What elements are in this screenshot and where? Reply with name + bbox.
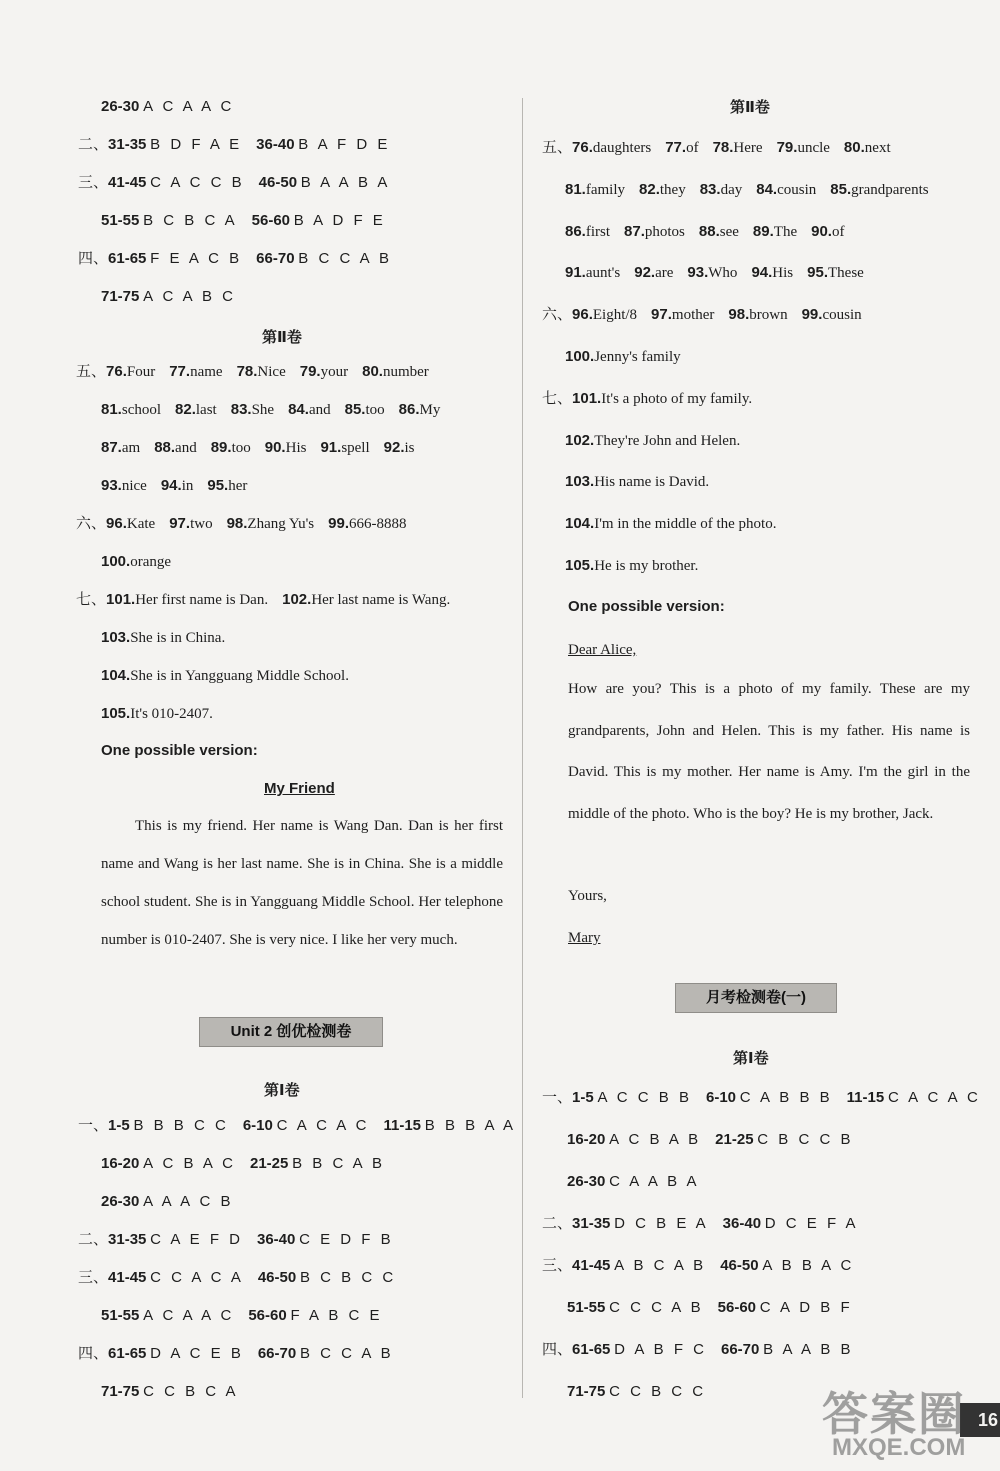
answer-letters: D A B F C bbox=[614, 1341, 707, 1358]
section-number: 四、 bbox=[78, 251, 109, 267]
monthly-test-banner: 月考检测卷(一) bbox=[675, 983, 837, 1013]
answer-word: too bbox=[231, 440, 251, 456]
answer-letters: B C B C A bbox=[143, 212, 238, 229]
item-number: 82. bbox=[175, 401, 196, 418]
answer-word: 666-8888 bbox=[349, 516, 407, 532]
item-number: 71-75 bbox=[101, 1383, 140, 1400]
answer-word: your bbox=[320, 364, 349, 380]
answer-letters: C C B C A bbox=[143, 1383, 239, 1400]
answer-word: are bbox=[655, 265, 674, 282]
essay-text: This is my friend. Her name is Wang Dan. Dan is her first name and Wang is her last name. She is in China. She is a middle school student. She is in Yangguang Middle School. Her telephone number is 010-2407. She is very nice. I like her very much. bbox=[101, 818, 503, 948]
item-number: 94. bbox=[751, 264, 773, 282]
item-number: 79. bbox=[299, 363, 321, 380]
item-number: 66-70 bbox=[257, 1345, 297, 1362]
answer-letters: C A E F D bbox=[150, 1231, 243, 1248]
answer-letters: C C A C A bbox=[150, 1269, 244, 1286]
answer-word: It's 010-2407. bbox=[130, 706, 213, 722]
answer-line bbox=[78, 1230, 394, 1250]
fill-line bbox=[101, 552, 171, 572]
item-number: 93. bbox=[687, 264, 709, 282]
answer-word: day bbox=[720, 181, 743, 198]
item-number: 104. bbox=[565, 515, 595, 533]
answer-letters: A C A A C bbox=[143, 1307, 235, 1324]
answer-word: She bbox=[251, 402, 275, 418]
item-number: 100. bbox=[101, 553, 131, 570]
answer-letters: C A C A C bbox=[887, 1089, 981, 1106]
section-number: 二、 bbox=[78, 1232, 109, 1248]
item-number: 61-65 bbox=[108, 250, 147, 267]
answer-word: family bbox=[585, 181, 626, 198]
column-divider bbox=[522, 98, 523, 1398]
answer-word: spell bbox=[341, 440, 370, 456]
item-number: 46-50 bbox=[258, 174, 298, 191]
answer-word: Her first name is Dan. bbox=[135, 592, 269, 608]
answer-word: name bbox=[190, 364, 223, 380]
item-number: 82. bbox=[639, 180, 660, 198]
item-number: 41-45 bbox=[572, 1257, 611, 1274]
item-number: 1-5 bbox=[572, 1089, 594, 1106]
answer-word: brown bbox=[749, 307, 788, 324]
item-number: 85. bbox=[830, 180, 852, 198]
answer-word: her bbox=[228, 478, 248, 494]
answer-word: they bbox=[659, 181, 686, 198]
item-number: 51-55 bbox=[567, 1299, 606, 1316]
answer-line bbox=[542, 1256, 854, 1276]
item-number: 16-20 bbox=[567, 1131, 606, 1148]
item-number: 102. bbox=[282, 591, 312, 608]
answer-word: Her last name is Wang. bbox=[311, 592, 451, 608]
fill-line bbox=[565, 222, 844, 242]
item-number: 86. bbox=[398, 401, 420, 418]
fill-line bbox=[101, 400, 440, 420]
answer-word: and bbox=[308, 402, 331, 418]
answer-letters: F E A C B bbox=[150, 250, 243, 267]
watermark-logo bbox=[810, 1378, 990, 1466]
item-number: 80. bbox=[843, 139, 865, 156]
fill-line bbox=[542, 389, 752, 409]
answer-word: Nice bbox=[257, 364, 286, 380]
answer-letters: B B B A A bbox=[424, 1117, 516, 1134]
section-number: 五、 bbox=[542, 140, 573, 156]
answer-line bbox=[567, 1130, 853, 1150]
item-number: 98. bbox=[728, 306, 750, 324]
answer-letters: F A B C E bbox=[290, 1307, 383, 1324]
answer-letters: A C A B C bbox=[143, 288, 236, 305]
answer-letters: A C C B B bbox=[597, 1089, 692, 1106]
answer-letters: B C B C C bbox=[299, 1269, 397, 1286]
fill-line bbox=[76, 514, 407, 534]
item-number: 92. bbox=[634, 264, 656, 282]
item-number: 31-35 bbox=[108, 1231, 147, 1248]
answer-word: The bbox=[773, 223, 798, 240]
answer-word: Zhang Yu's bbox=[247, 516, 315, 532]
letter-body: How are you? This is a photo of my family. These are my grandparents, John and Helen. This is my father. His name is David. This is my mother. Her name is Amy. I'm the girl in the middle of the photo. Who is the boy? He is my brother, Jack. bbox=[568, 681, 970, 822]
item-number: 91. bbox=[320, 439, 342, 456]
item-number: 61-65 bbox=[108, 1345, 147, 1362]
fill-line bbox=[76, 362, 429, 382]
item-number: 79. bbox=[776, 139, 798, 156]
answer-word: Who bbox=[708, 265, 738, 282]
answer-line bbox=[78, 1116, 516, 1136]
item-number: 56-60 bbox=[251, 212, 291, 229]
section-title: 第Ⅱ卷 bbox=[262, 329, 302, 346]
answer-word: first bbox=[585, 223, 611, 240]
item-number: 89. bbox=[210, 439, 232, 456]
item-number: 105. bbox=[101, 705, 131, 722]
section-number: 四、 bbox=[78, 1346, 109, 1362]
answer-line bbox=[567, 1172, 700, 1192]
answer-word: Here bbox=[733, 140, 763, 156]
answer-letters: B A A B B bbox=[763, 1341, 854, 1358]
fill-line bbox=[101, 704, 213, 724]
item-number: 87. bbox=[101, 439, 122, 456]
item-number: 99. bbox=[801, 306, 823, 324]
fill-line bbox=[565, 556, 698, 576]
fill-line bbox=[565, 472, 709, 492]
answer-line bbox=[567, 1382, 706, 1402]
answer-word: It's a photo of my family. bbox=[601, 390, 753, 407]
item-number: 11-15 bbox=[383, 1117, 422, 1134]
item-number: 26-30 bbox=[101, 98, 140, 115]
answer-word: Eight/8 bbox=[592, 307, 638, 324]
item-number: 6-10 bbox=[705, 1089, 737, 1106]
answer-letters: C E D F B bbox=[299, 1231, 394, 1248]
page-number: 16 bbox=[960, 1403, 1000, 1437]
fill-line bbox=[76, 590, 450, 610]
answer-letters: A C A A C bbox=[143, 98, 235, 115]
answer-line bbox=[542, 1340, 854, 1360]
item-number: 26-30 bbox=[567, 1173, 606, 1190]
answer-word: last bbox=[195, 402, 217, 418]
answer-line bbox=[78, 1268, 396, 1288]
item-number: 87. bbox=[624, 222, 645, 240]
answer-word: see bbox=[719, 223, 739, 240]
answer-word: He is my brother. bbox=[594, 558, 699, 574]
section-title: 第Ⅱ卷 bbox=[730, 99, 770, 116]
answer-word: His bbox=[772, 265, 794, 282]
item-number: 98. bbox=[226, 515, 248, 532]
answer-word: number bbox=[382, 364, 429, 380]
answer-word: She is in China. bbox=[130, 630, 226, 646]
item-number: 66-70 bbox=[721, 1341, 760, 1358]
possible-version-label: One possible version: bbox=[101, 742, 258, 759]
fill-line bbox=[101, 438, 415, 458]
answer-word: photos bbox=[644, 223, 685, 240]
section-number: 四、 bbox=[542, 1342, 573, 1358]
answer-line bbox=[78, 1344, 394, 1364]
item-number: 46-50 bbox=[720, 1257, 759, 1274]
section-number: 七、 bbox=[542, 390, 573, 407]
answer-word: mother bbox=[671, 307, 715, 324]
item-number: 78. bbox=[712, 139, 734, 156]
item-number: 92. bbox=[383, 439, 405, 456]
item-number: 76. bbox=[572, 139, 593, 156]
item-number: 86. bbox=[565, 222, 586, 240]
answer-letters: A C B A B bbox=[609, 1131, 702, 1148]
fill-line bbox=[565, 431, 740, 451]
item-number: 81. bbox=[101, 401, 122, 418]
answer-letters: C A D B F bbox=[759, 1299, 853, 1316]
item-number: 84. bbox=[756, 180, 778, 198]
answer-word: I'm in the middle of the photo. bbox=[594, 516, 777, 533]
answer-word: orange bbox=[130, 554, 172, 570]
answer-letters: C A C A C bbox=[276, 1117, 370, 1134]
fill-line bbox=[565, 263, 864, 283]
answer-line bbox=[101, 1192, 234, 1212]
fill-line bbox=[101, 666, 349, 686]
fill-line bbox=[565, 514, 776, 534]
answer-letters: C B C C B bbox=[757, 1131, 854, 1148]
item-number: 51-55 bbox=[101, 1307, 140, 1324]
section-number: 五、 bbox=[76, 364, 107, 380]
item-number: 36-40 bbox=[257, 1231, 296, 1248]
item-number: 90. bbox=[811, 222, 832, 240]
section-number: 六、 bbox=[76, 516, 107, 532]
answer-word: They're John and Helen. bbox=[594, 432, 741, 449]
item-number: 56-60 bbox=[248, 1307, 287, 1324]
item-number: 26-30 bbox=[101, 1193, 140, 1210]
item-number: 94. bbox=[160, 477, 182, 494]
item-number: 76. bbox=[106, 363, 127, 380]
answer-letters: C C B C C bbox=[609, 1383, 707, 1400]
section-number: 三、 bbox=[78, 1270, 109, 1286]
item-number: 31-35 bbox=[572, 1215, 611, 1232]
answer-letters: A A A C B bbox=[143, 1193, 234, 1210]
item-number: 78. bbox=[236, 363, 258, 380]
answer-word: Jenny's family bbox=[594, 349, 681, 365]
fill-line bbox=[101, 628, 225, 648]
answer-line bbox=[101, 211, 386, 231]
essay-paragraph bbox=[101, 807, 503, 959]
answer-word: cousin bbox=[777, 181, 817, 198]
answer-letters: C A C C B bbox=[150, 174, 245, 191]
item-number: 100. bbox=[565, 348, 595, 365]
item-number: 77. bbox=[665, 139, 687, 156]
answer-word: uncle bbox=[797, 140, 830, 156]
section-number: 三、 bbox=[542, 1258, 573, 1274]
answer-word: cousin bbox=[822, 307, 862, 324]
answer-word: am bbox=[121, 440, 141, 456]
item-number: 101. bbox=[106, 591, 136, 608]
section-number: 三、 bbox=[78, 175, 109, 191]
answer-line bbox=[542, 1088, 981, 1108]
item-number: 89. bbox=[752, 222, 774, 240]
item-number: 61-65 bbox=[572, 1341, 611, 1358]
item-number: 41-45 bbox=[108, 1269, 147, 1286]
possible-version-label: One possible version: bbox=[568, 598, 725, 615]
fill-line bbox=[565, 180, 929, 200]
answer-word: His name is David. bbox=[594, 474, 710, 491]
answer-word: two bbox=[190, 516, 213, 532]
item-number: 84. bbox=[288, 401, 309, 418]
item-number: 46-50 bbox=[257, 1269, 297, 1286]
item-number: 71-75 bbox=[101, 288, 140, 305]
item-number: 90. bbox=[264, 439, 286, 456]
item-number: 88. bbox=[698, 222, 720, 240]
answer-word: nice bbox=[121, 478, 147, 494]
item-number: 99. bbox=[328, 515, 350, 532]
item-number: 91. bbox=[565, 264, 586, 282]
item-number: 71-75 bbox=[567, 1383, 606, 1400]
section-number: 六、 bbox=[542, 307, 573, 324]
item-number: 103. bbox=[101, 629, 131, 646]
section-number: 二、 bbox=[542, 1216, 573, 1232]
answer-letters: B A A B A bbox=[300, 174, 391, 191]
answer-word: grandparents bbox=[851, 181, 929, 198]
item-number: 51-55 bbox=[101, 212, 140, 229]
answer-word: in bbox=[181, 478, 194, 494]
answer-line bbox=[78, 249, 392, 269]
answer-word: next bbox=[864, 140, 891, 156]
answer-word: Kate bbox=[126, 516, 156, 532]
answer-word: of bbox=[686, 140, 699, 156]
answer-letters: C A A B A bbox=[609, 1173, 700, 1190]
fill-line bbox=[101, 476, 247, 496]
answer-line bbox=[78, 135, 390, 155]
answer-letters: C A B B B bbox=[739, 1089, 833, 1106]
item-number: 95. bbox=[207, 477, 229, 494]
item-number: 36-40 bbox=[256, 136, 295, 153]
answer-word: of bbox=[831, 223, 845, 240]
item-number: 83. bbox=[230, 401, 252, 418]
section-title: 第Ⅰ卷 bbox=[264, 1082, 300, 1099]
item-number: 6-10 bbox=[242, 1117, 273, 1134]
answer-word: too bbox=[365, 402, 385, 418]
answer-word: My bbox=[419, 402, 441, 418]
item-number: 97. bbox=[169, 515, 191, 532]
answer-word: His bbox=[285, 440, 307, 456]
item-number: 31-35 bbox=[108, 136, 147, 153]
answer-word: Four bbox=[126, 364, 156, 380]
item-number: 101. bbox=[572, 389, 602, 407]
answer-line bbox=[78, 173, 390, 193]
answer-word: daughters bbox=[592, 140, 652, 156]
item-number: 41-45 bbox=[108, 174, 147, 191]
item-number: 103. bbox=[565, 473, 595, 491]
answer-letters: A B C A B bbox=[614, 1257, 707, 1274]
answer-line bbox=[542, 1214, 858, 1234]
essay-title: My Friend bbox=[264, 780, 335, 797]
item-number: 88. bbox=[154, 439, 176, 456]
item-number: 16-20 bbox=[101, 1155, 140, 1172]
answer-word: school bbox=[121, 402, 162, 418]
section-number: 一、 bbox=[78, 1118, 109, 1134]
item-number: 80. bbox=[362, 363, 383, 380]
item-number: 85. bbox=[344, 401, 366, 418]
answer-letters: D A C E B bbox=[150, 1345, 244, 1362]
answer-line bbox=[101, 1306, 383, 1326]
item-number: 21-25 bbox=[715, 1131, 754, 1148]
section-number: 一、 bbox=[542, 1090, 573, 1106]
item-number: 102. bbox=[565, 431, 595, 449]
item-number: 96. bbox=[572, 306, 593, 324]
fill-line bbox=[542, 138, 891, 158]
answer-letters: A C B A C bbox=[143, 1155, 236, 1172]
item-number: 83. bbox=[699, 180, 721, 198]
item-number: 95. bbox=[807, 264, 828, 282]
unit2-banner: Unit 2 创优检测卷 bbox=[199, 1017, 383, 1047]
item-number: 93. bbox=[101, 477, 122, 494]
answer-word: aunt's bbox=[585, 265, 621, 282]
answer-letters: B B B C C bbox=[133, 1117, 229, 1134]
answer-letters: B D F A E bbox=[150, 136, 243, 153]
fill-line bbox=[542, 305, 862, 325]
item-number: 1-5 bbox=[108, 1117, 130, 1134]
item-number: 96. bbox=[106, 515, 127, 532]
item-number: 81. bbox=[565, 180, 586, 198]
answer-word: is bbox=[404, 440, 415, 456]
answer-word: She is in Yangguang Middle School. bbox=[130, 668, 349, 684]
item-number: 104. bbox=[101, 667, 131, 684]
answer-line bbox=[567, 1298, 853, 1318]
fill-line bbox=[565, 347, 681, 367]
section-title: 第Ⅰ卷 bbox=[733, 1050, 769, 1067]
answer-letters: B A D F E bbox=[293, 212, 386, 229]
letter-closing: Yours, bbox=[568, 888, 607, 904]
answer-letters: B C C A B bbox=[299, 1345, 394, 1362]
item-number: 77. bbox=[169, 363, 191, 380]
answer-letters: B A F D E bbox=[298, 136, 391, 153]
letter-salutation: Dear Alice, bbox=[568, 642, 637, 658]
letter-signature: Mary bbox=[568, 930, 601, 946]
item-number: 97. bbox=[651, 306, 672, 324]
item-number: 105. bbox=[565, 557, 595, 574]
answer-line bbox=[101, 97, 234, 117]
answer-letters: B C C A B bbox=[298, 250, 392, 267]
item-number: 21-25 bbox=[250, 1155, 289, 1172]
item-number: 11-15 bbox=[846, 1089, 885, 1106]
answer-line bbox=[101, 287, 236, 307]
item-number: 36-40 bbox=[722, 1215, 762, 1232]
item-number: 56-60 bbox=[717, 1299, 757, 1316]
answer-line bbox=[101, 1154, 385, 1174]
answer-letters: B B C A B bbox=[292, 1155, 385, 1172]
answer-word: These bbox=[828, 265, 864, 282]
watermark-url: MXQE.COM bbox=[832, 1434, 966, 1461]
section-number: 二、 bbox=[78, 137, 109, 153]
answer-letters: D C B E A bbox=[614, 1215, 709, 1232]
answer-letters: A B B A C bbox=[762, 1257, 855, 1274]
answer-letters: D C E F A bbox=[764, 1215, 859, 1232]
watermark-text: 答案圈 bbox=[822, 1387, 966, 1441]
section-number: 七、 bbox=[76, 592, 107, 608]
answer-letters: C C C A B bbox=[609, 1299, 704, 1316]
answer-word: and bbox=[175, 440, 197, 456]
answer-line bbox=[101, 1382, 238, 1402]
item-number: 66-70 bbox=[256, 250, 295, 267]
